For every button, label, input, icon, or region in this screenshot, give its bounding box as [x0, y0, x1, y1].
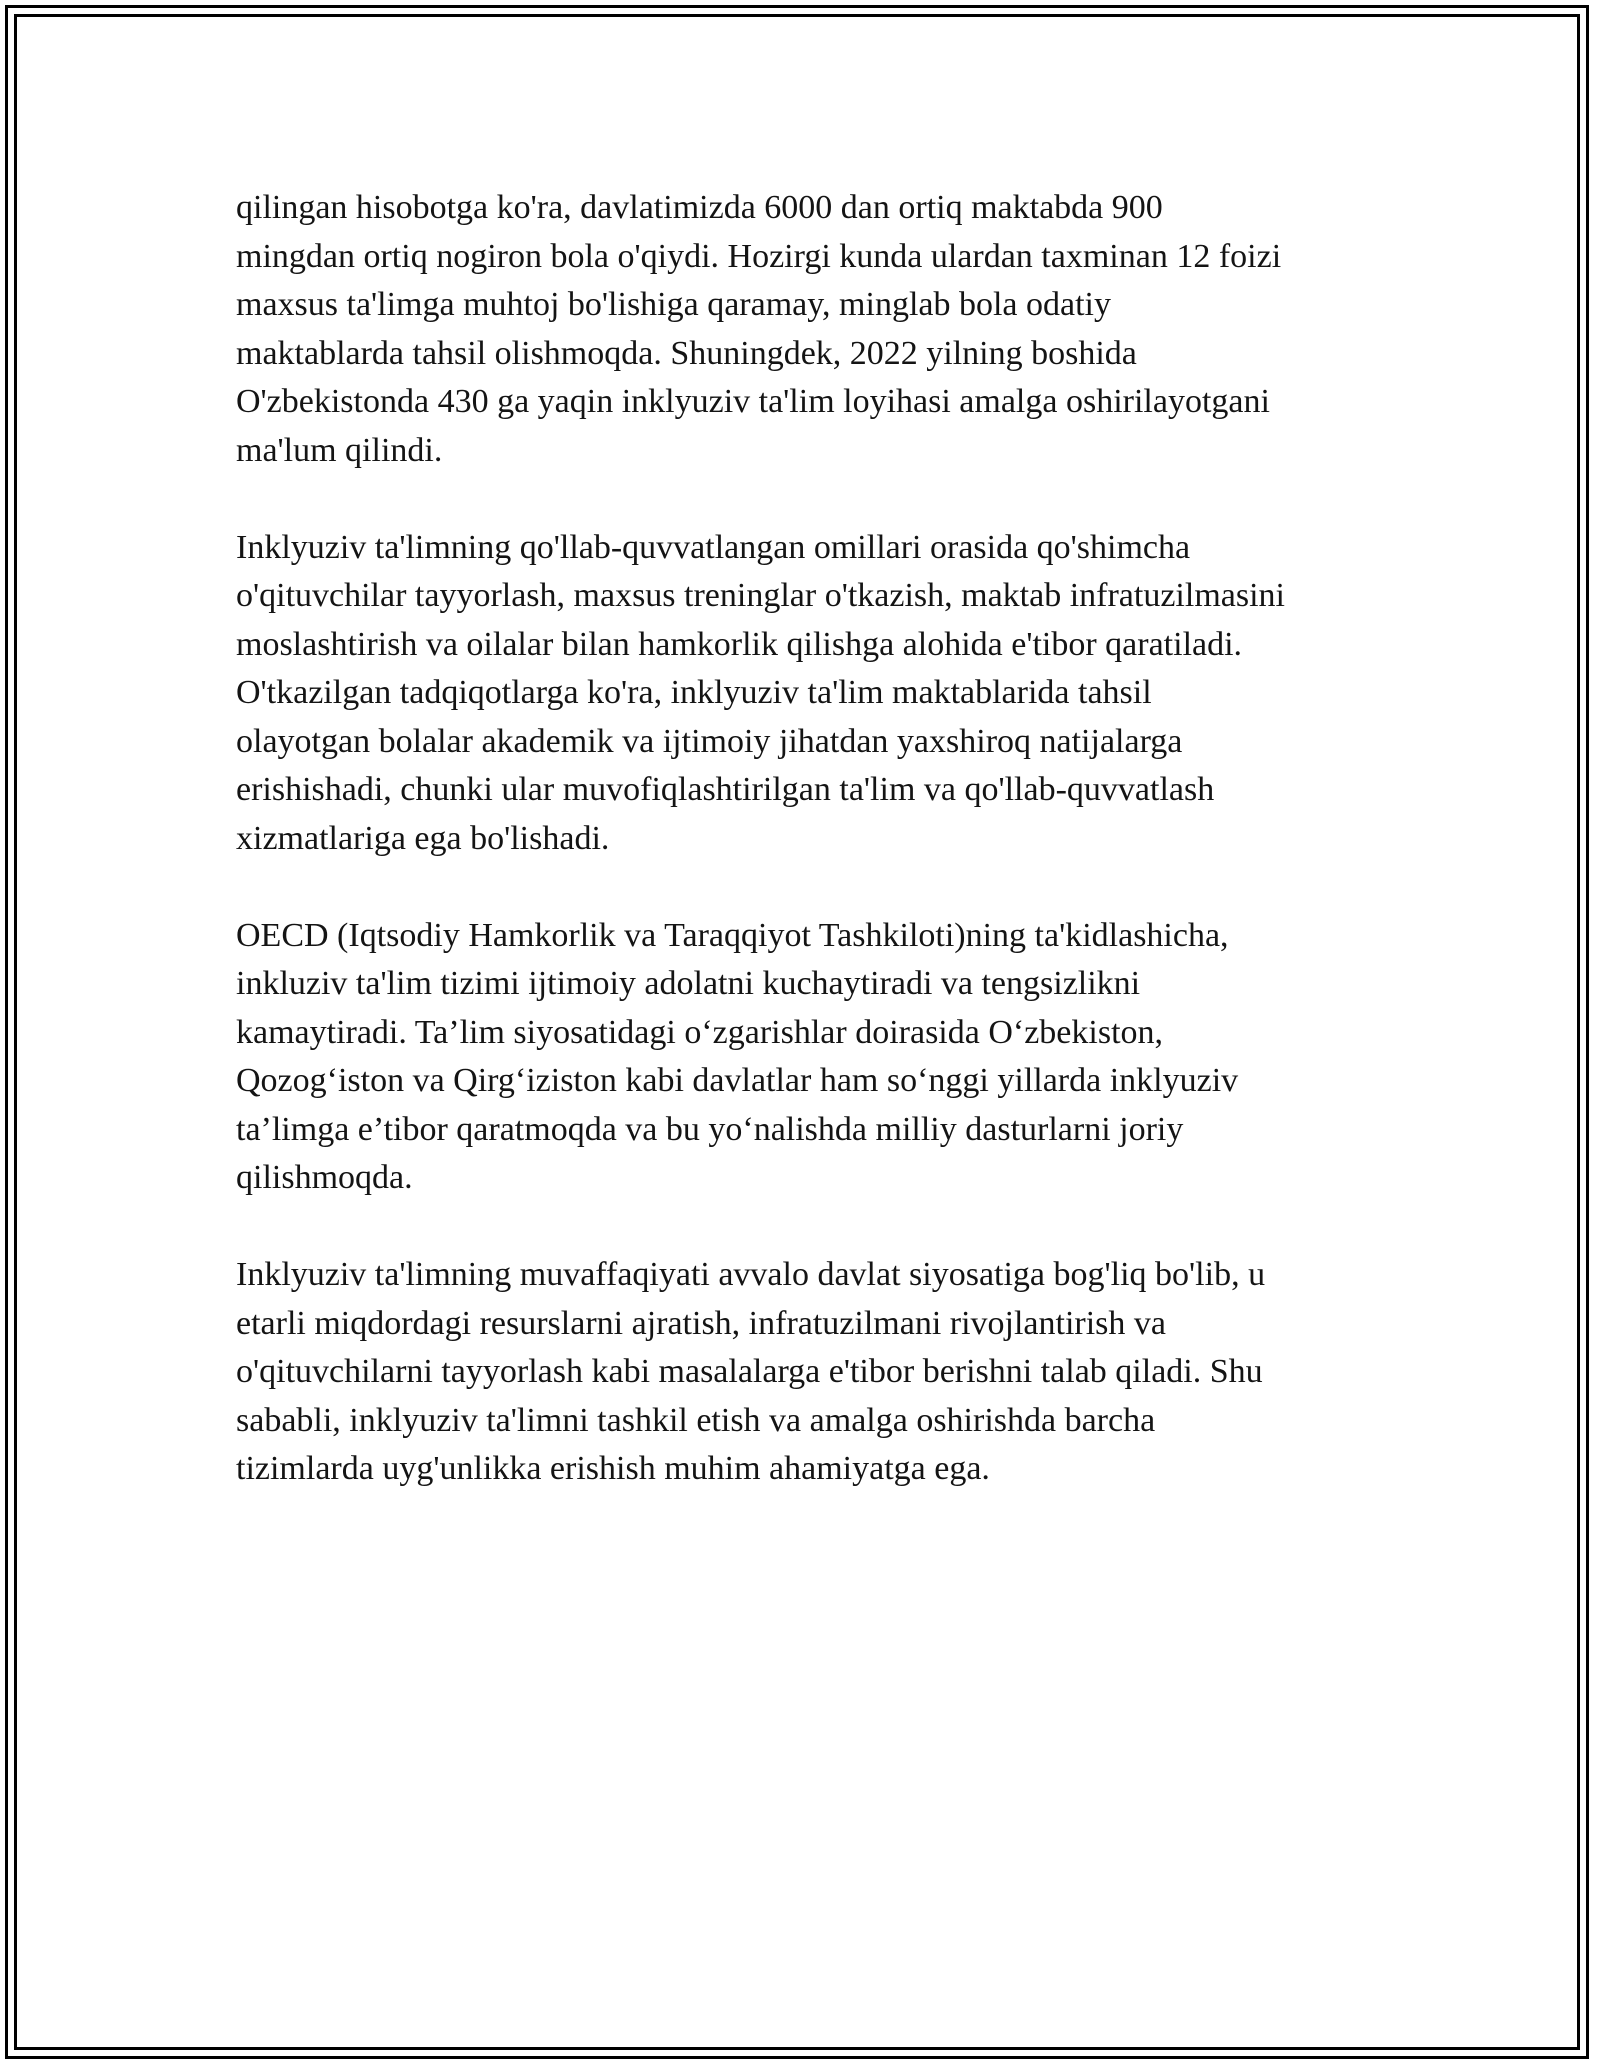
text-line: ma'lum qilindi. — [236, 431, 443, 469]
paragraph-2 — [236, 524, 1376, 864]
text-line: etarli miqdordagi resurslarni ajratish, infratuzilmani rivojlantirish va — [236, 1304, 1167, 1342]
text-line: maxsus ta'limga muhtoj bo'lishiga qaramay, minglab bola odatiy — [236, 286, 1112, 323]
text-line: Qozog‘iston va Qirg‘iziston kabi davlatlar ham so‘nggi yillarda inklyuziv — [236, 1062, 1239, 1099]
paragraph-1 — [236, 184, 1376, 475]
text-line: Inklyuziv ta'limning muvaffaqiyati avvalo davlat siyosatiga bog'liq bo'lib, u — [236, 1256, 1266, 1293]
text-line: erishishadi, chunki ular muvofiqlashtirilgan ta'lim va qo'llab-quvvatlash — [236, 771, 1215, 808]
text-line: inkluziv ta'lim tizimi ijtimoiy adolatni kuchaytiradi va tengsizlikni — [236, 965, 1141, 1002]
document-body — [236, 184, 1376, 1542]
text-line: tizimlarda uyg'unlikka erishish muhim ahamiyatga ega. — [236, 1450, 990, 1487]
text-line: olayotgan bolalar akademik va ijtimoiy jihatdan yaxshiroq natijalarga — [236, 722, 1183, 760]
text-line: moslashtirish va oilalar bilan hamkorlik qilishga alohida e'tibor qaratiladi. — [236, 625, 1243, 663]
text-line: o'qituvchilar tayyorlash, maxsus treninglar o'tkazish, maktab infratuzilmasini — [236, 577, 1285, 614]
text-line: xizmatlariga ega bo'lishadi. — [236, 819, 610, 857]
paragraph-4 — [236, 1251, 1376, 1494]
text-line: OECD (Iqtsodiy Hamkorlik va Taraqqiyot Tashkiloti)ning ta'kidlashicha, — [236, 916, 1229, 954]
text-line: qilishmoqda. — [236, 1159, 413, 1196]
text-line: o'qituvchilarni tayyorlash kabi masalalarga e'tibor berishni talab qiladi. Shu — [236, 1353, 1263, 1390]
text-line: kamaytiradi. Ta’lim siyosatidagi o‘zgarishlar doirasida O‘zbekiston, — [236, 1013, 1164, 1051]
text-line: O'zbekistonda 430 ga yaqin inklyuziv ta'lim loyihasi amalga oshirilayotgani — [236, 383, 1270, 420]
text-line: maktablarda tahsil olishmoqda. Shuningdek, 2022 yilning boshida — [236, 334, 1137, 372]
text-line: ta’limga e’tibor qaratmoqda va bu yo‘nalishda milliy dasturlarni joriy — [236, 1110, 1184, 1148]
paragraph-3 — [236, 912, 1376, 1203]
text-line: qilingan hisobotga ko'ra, davlatimizda 6000 dan ortiq maktabda 900 — [236, 189, 1163, 226]
text-line: sababli, inklyuziv ta'limni tashkil etish va amalga oshirishda barcha — [236, 1401, 1156, 1439]
text-line: Inklyuziv ta'limning qo'llab-quvvatlangan omillari orasida qo'shimcha — [236, 528, 1191, 566]
text-line: O'tkazilgan tadqiqotlarga ko'ra, inklyuziv ta'lim maktablarida tahsil — [236, 674, 1152, 711]
text-line: mingdan ortiq nogiron bola o'qiydi. Hozirgi kunda ulardan taxminan 12 foizi — [236, 237, 1282, 275]
